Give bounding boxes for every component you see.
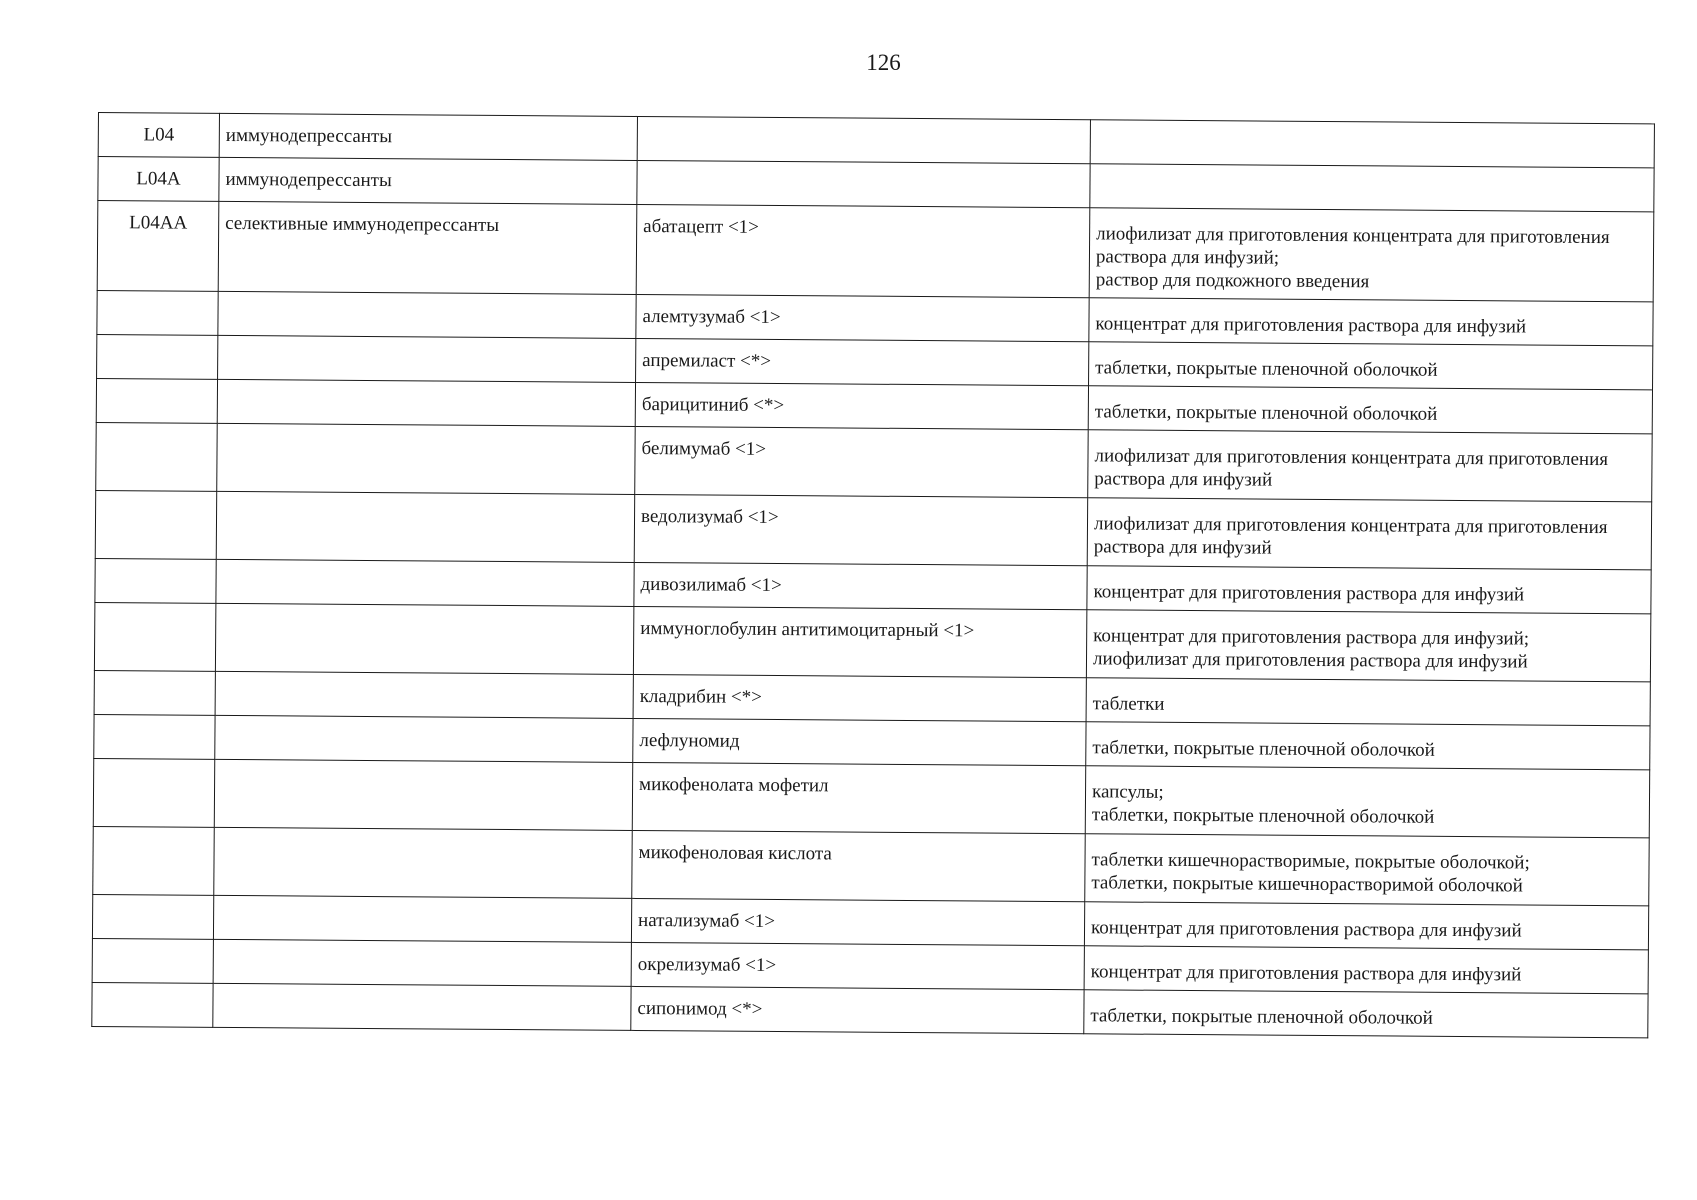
atc-code-cell bbox=[93, 826, 214, 895]
drug-name-cell: лефлуномид bbox=[633, 718, 1086, 765]
atc-group-cell bbox=[217, 379, 635, 426]
dosage-form-cell: концентрат для приготовления раствора для инфузий bbox=[1087, 566, 1651, 614]
atc-group-cell bbox=[215, 671, 633, 718]
table-row bbox=[97, 201, 1654, 302]
atc-code-cell: L04A bbox=[98, 157, 219, 202]
dosage-form-cell: лиофилизат для приготовления концентрата для приготовления раствора для инфузий bbox=[1087, 498, 1651, 570]
drug-name-cell bbox=[637, 116, 1090, 163]
atc-group-cell: иммунодепрессанты bbox=[219, 157, 637, 204]
drug-table bbox=[91, 112, 1655, 1038]
table-row bbox=[94, 602, 1650, 681]
atc-group-cell bbox=[214, 827, 632, 898]
atc-group-cell bbox=[217, 423, 635, 494]
atc-code-cell bbox=[96, 378, 217, 423]
drug-name-cell: иммуноглобулин антитимоцитарный <1> bbox=[633, 606, 1086, 677]
atc-code-cell: L04AA bbox=[97, 201, 219, 292]
atc-code-cell bbox=[94, 714, 215, 759]
atc-code-cell bbox=[95, 558, 216, 603]
drug-name-cell: дивозилимаб <1> bbox=[634, 562, 1087, 609]
atc-group-cell bbox=[215, 603, 633, 674]
dosage-form-cell: концентрат для приготовления раствора для инфузий bbox=[1084, 902, 1648, 950]
dosage-form-cell: лиофилизат для приготовления концентрата для приготовления раствора для инфузий bbox=[1088, 430, 1652, 502]
drug-name-cell: кладрибин <*> bbox=[633, 674, 1086, 721]
drug-name-cell: ведолизумаб <1> bbox=[634, 494, 1087, 565]
atc-group-cell bbox=[215, 715, 633, 762]
dosage-form-cell: таблетки, покрытые пленочной оболочкой bbox=[1084, 990, 1648, 1038]
atc-group-cell bbox=[213, 895, 631, 942]
table-row bbox=[93, 758, 1649, 837]
dosage-form-cell: лиофилизат для приготовления концентрата для приготовления раствора для инфузий; раствор для подкожного введения bbox=[1089, 208, 1654, 302]
atc-group-cell: иммунодепрессанты bbox=[219, 113, 637, 160]
dosage-form-cell bbox=[1090, 120, 1654, 168]
drug-name-cell: апремиласт <*> bbox=[636, 338, 1089, 385]
dosage-form-cell bbox=[1090, 164, 1654, 212]
drug-name-cell: абатацепт <1> bbox=[636, 204, 1090, 297]
atc-code-cell bbox=[92, 894, 213, 939]
drug-name-cell bbox=[637, 160, 1090, 207]
atc-code-cell bbox=[92, 938, 213, 983]
drug-name-cell: натализумаб <1> bbox=[631, 898, 1084, 945]
atc-code-cell bbox=[95, 490, 216, 559]
atc-code-cell bbox=[97, 290, 218, 335]
atc-code-cell bbox=[94, 670, 215, 715]
drug-name-cell: микофенолата мофетил bbox=[632, 762, 1085, 833]
drug-name-cell: окрелизумаб <1> bbox=[631, 942, 1084, 989]
dosage-form-cell: концентрат для приготовления раствора для инфузий; лиофилизат для приготовления раствора для инфузий bbox=[1086, 610, 1650, 682]
page-number: 126 bbox=[866, 50, 901, 75]
dosage-form-cell: таблетки кишечнорастворимые, покрытые оболочкой; таблетки, покрытые кишечнорастворимой оболочкой bbox=[1085, 834, 1649, 906]
drug-name-cell: барицитиниб <*> bbox=[635, 382, 1088, 429]
atc-group-cell bbox=[216, 559, 634, 606]
drug-name-cell: белимумаб <1> bbox=[635, 426, 1088, 497]
drug-name-cell: микофеноловая кислота bbox=[632, 830, 1085, 901]
atc-code-cell bbox=[92, 982, 213, 1027]
table-row bbox=[96, 422, 1652, 501]
atc-group-cell bbox=[214, 759, 632, 830]
table-row bbox=[95, 490, 1651, 569]
atc-code-cell bbox=[96, 422, 217, 491]
atc-code-cell: L04 bbox=[98, 113, 219, 158]
drug-name-cell: сипонимод <*> bbox=[631, 986, 1084, 1033]
atc-group-cell bbox=[216, 491, 634, 562]
atc-group-cell bbox=[218, 335, 636, 382]
dosage-form-cell: таблетки, покрытые пленочной оболочкой bbox=[1086, 722, 1650, 770]
dosage-form-cell: концентрат для приготовления раствора для инфузий bbox=[1089, 298, 1653, 346]
atc-group-cell: селективные иммунодепрессанты bbox=[218, 201, 637, 294]
atc-code-cell bbox=[97, 334, 218, 379]
dosage-form-cell: таблетки bbox=[1086, 678, 1650, 726]
atc-group-cell bbox=[213, 939, 631, 986]
dosage-form-cell: таблетки, покрытые пленочной оболочкой bbox=[1089, 342, 1653, 390]
drug-name-cell: алемтузумаб <1> bbox=[636, 294, 1089, 341]
atc-code-cell bbox=[94, 602, 215, 671]
dosage-form-cell: капсулы; таблетки, покрытые пленочной оболочкой bbox=[1085, 766, 1649, 838]
atc-group-cell bbox=[218, 291, 636, 338]
atc-group-cell bbox=[213, 983, 631, 1030]
dosage-form-cell: концентрат для приготовления раствора для инфузий bbox=[1084, 946, 1648, 994]
atc-code-cell bbox=[93, 758, 214, 827]
dosage-form-cell: таблетки, покрытые пленочной оболочкой bbox=[1088, 386, 1652, 434]
table-row bbox=[93, 826, 1649, 905]
